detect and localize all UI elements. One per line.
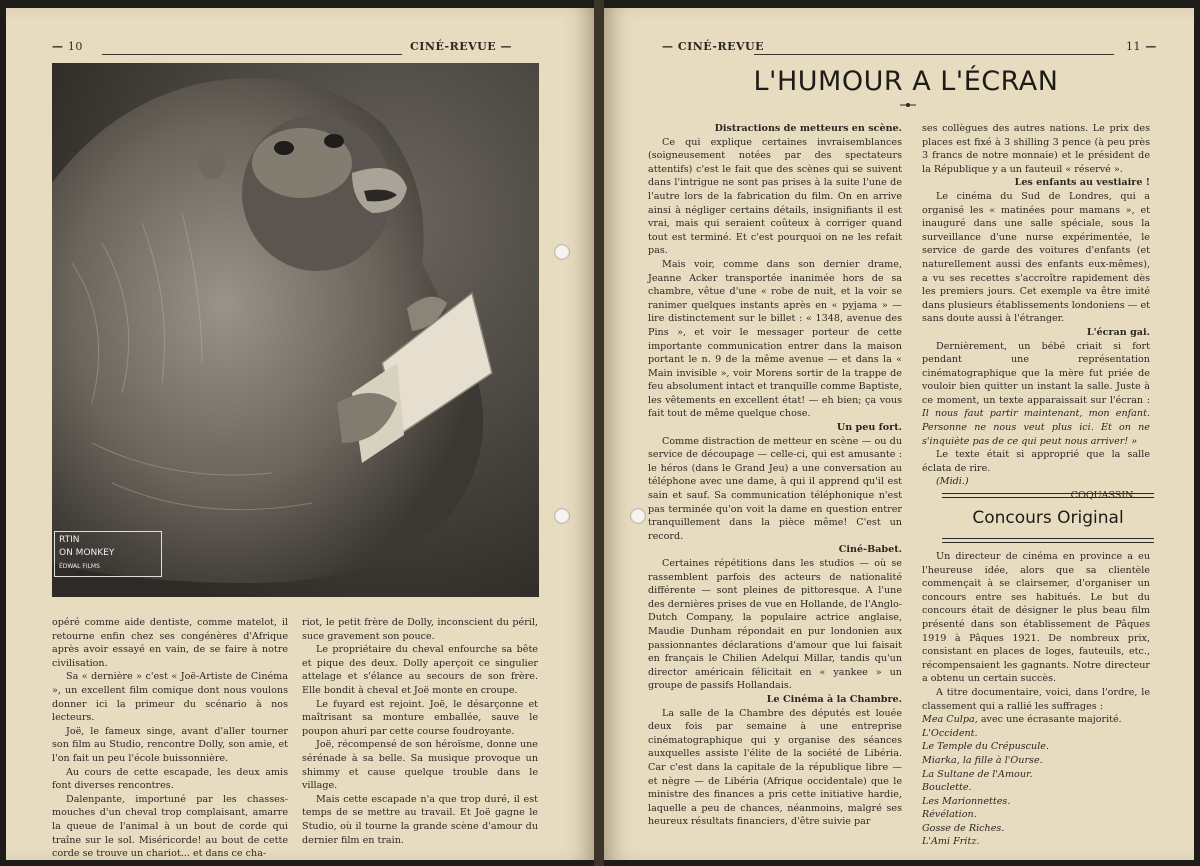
film-credit-stamp: RTIN ON MONKEY ÉDWAL FILMS <box>54 531 162 577</box>
binding-hole <box>554 508 570 524</box>
film-ranking-list <box>922 727 1150 849</box>
page-number-right: 11 — <box>1126 40 1157 53</box>
list-item: Bouclette. <box>922 782 972 794</box>
article-signature: COQUASSIN. <box>1070 490 1136 502</box>
running-header-right: — CINÉ-REVUE <box>662 40 764 53</box>
left-column-2: riot, le petit frère de Dolly, inconscient du péril, suce gravement son pouce. Le propriétaire du cheval enfourche sa bête et pique des deux. Dolly aperçoit ce singulier attelage et s'élance au secours de son frère. Elle bondit à cheval et Joë monte en croupe. Le fuyard est rejoint. Joë, le désarçonne et maîtrisant sa monture emballée, sauve le poupon ahuri par cette course foudroyante. Joë, récompensé de son héroïsme, donne une sérénade à sa belle. Sa musique provoque un shimmy et cause quelque trouble dans le village. Mais cette escapade n'a que trop duré, il est temps de se mettre au travail. Et Joë gagne le Studio, où il tourne la grande scène d'amour du dernier film en train. <box>302 617 538 846</box>
page-number-left: — 10 <box>52 40 83 53</box>
header-rule <box>102 54 402 55</box>
binding-hole <box>630 508 646 524</box>
list-item: La Sultane de l'Amour. <box>922 768 1033 780</box>
humour-column-1: Distractions de metteurs en scène. Ce qui explique certaines invraisemblances (soigneusement notées par des spectateurs attentifs) c'est le fait que des scènes qui se suivent dans l'intrigue ne sont pas prises à la suite l'une de l'autre lors de la fabrication du film. On en arrive ainsi à négliger certains détails, insignifiants il est vrai, mais qui seraient coûteux à corriger quand tout est terminé. Et c'est pourquoi on ne les refait pas. Mais voir, comme dans son dernier drame, Jeanne Acker transportée inanimée hors de sa chambre, vêtue d'une « robe de nuit, et la voir se ranimer quelques instants après en « pyjama » — lire distinctement sur le billet : « 1348, avenue des Pins », et voir le messager porteur de cette importante communication entrer dans la maison portant le n. 9 de la même avenue — et dans la « Main invisible », voir Morens sortir de la trappe de feu absolument intact et tranquille comme Baptiste, les vêtements en excellent état! — eh bien; ça vous fait tout de même quelque chose. Un peu fort. Comme distraction de metteur en scène — ou du service de découpage — celle-ci, qui est amusante : le héros (dans le Grand Jeu) a une conversation au téléphone avec une dame, à qui il apprend qu'il est sain et sauf. Sa communication téléphonique n'est pas terminée qu'on voit la dame en question entrer tranquillement dans la pièce même! C'est un record. Ciné-Babet. Certaines répétitions dans les studios — où se rassemblent parfois des acteurs de nationalité différente — sont pleines de pittoresque. A l'une des dernières prises de vue en Hollande, de l'Anglo-Dutch Company, la populaire actrice anglaise, Maudie Dunham répondait en pur londonien aux passionnantes déclarations d'amour que lui faisait en français le Chilien Adelqui Millar, tandis qu'un director américain félicitait en « yankee » un groupe de passifs Hollandais. Le Cinéma à la Chambre. La salle de la Chambre des députés est louée deux fois par semaine à une entreprise cinématographique qui y organise des séances auxquelles assiste l'élite de la société de Libéria. Car c'est dans la capitale de la république libre — et nègre — de Libéria (Afrique occidentale) que le ministre des finances a pris cette initiative hardie, laquelle a peu de chances, néanmoins, malgré ses heureux résultats financiers, d'être suivie par <box>648 123 902 828</box>
header-rule <box>754 54 1114 55</box>
concours-title: Concours Original <box>972 508 1124 528</box>
list-item: Le Temple du Crépuscule. <box>922 741 1050 753</box>
orangutan-illustration <box>52 63 539 597</box>
section-rule <box>942 538 1154 543</box>
article-title: L'HUMOUR A L'ÉCRAN <box>753 66 1059 97</box>
left-page <box>6 8 594 860</box>
list-item: Gosse de Riches. <box>922 822 1005 834</box>
binding-hole <box>554 244 570 260</box>
list-item: L'Occident. <box>922 727 978 739</box>
title-ornament <box>900 102 916 108</box>
list-item: Révélation. <box>922 809 977 821</box>
section-rule <box>942 493 1154 498</box>
list-item: Les Marionnettes. <box>922 795 1011 807</box>
concours-column: Un directeur de cinéma en province a eu l'heureuse idée, alors que sa clientèle commençait à se clairsemer, d'organiser un concours entre ses habitués. Le but du concours était de désigner le plus beau film présenté dans son établissement de Pâques 1919 à Pâques 1921. De nombreux prix, consistant en places de loges, fauteuils, etc., récompensaient les gagnants. Notre directeur a obtenu un certain succès. A titre documentaire, voici, dans l'ordre, le classement qui a rallié les suffrages : Mea Culpa, avec une écrasante majorité. L'Occident. Le Temple du Crépuscule. Miarka, la fille à l'Ourse. La Sultane de l'Amour. Bouclette. Les Marionnettes. Révélation. Gosse de Riches. L'Ami Fritz. <box>922 551 1150 848</box>
left-column-1: opéré comme aide dentiste, comme matelot, il retourne enfin chez ses congénères d'Afrique après avoir essayé en vain, de se faire à notre civilisation. Sa « dernière » c'est « Joë-Artiste de Cinéma », un excellent film comique dont nous voulons donner ici la primeur du scénario à nos lecteurs. Joë, le fameux singe, avant d'aller tourner son film au Studio, rencontre Dolly, son amie, et l'on fait un peu l'école buissonnière. Au cours de cette escapade, les deux amis font diverses rencontres. Dalenpante, importuné par les chasses-mouches d'un cheval trop complaisant, amarre la queue de l'animal à un bout de corde qui traîne sur le sol. Miséricorde! au bout de cette corde se trouve un chariot... et dans ce cha- <box>52 617 288 860</box>
right-page <box>604 8 1194 860</box>
list-item: L'Ami Fritz. <box>922 836 980 848</box>
running-header-left: CINÉ-REVUE — <box>410 40 512 53</box>
orangutan-photo <box>52 63 539 597</box>
list-item: Miarka, la fille à l'Ourse. <box>922 754 1043 766</box>
humour-column-2: ses collègues des autres nations. Le prix des places est fixé à 3 shilling 3 pence (à peu près 3 francs de notre monnaie) et le président de la République y a un fauteuil « réservé ». Les enfants au vestiaire ! Le cinéma du Sud de Londres, qui a organisé les « matinées pour mamans », et inauguré dans une salle spéciale, sous la surveillance d'une nurse expérimentée, le service de garde des voitures d'enfants (et naturellement aussi des enfants eux-mêmes), a vu ses recettes s'accroître rapidement dès les premiers jours. Cet exemple va être imité dans plusieurs établissements londoniens — et sans doute aussi à l'étranger. L'écran gai. Dernièrement, un bébé criait si fort pendant une représentation cinématographique que la mère fut priée de vouloir bien quitter un instant la salle. Juste à ce moment, un texte apparaissait sur l'écran : Il nous faut partir maintenant, mon enfant. Personne ne nous veut plus ici. Et on ne s'inquiète pas de ce qui peut nous arriver! » Le texte était si approprié que la salle éclata de rire. (Midi.) COQUASSIN. <box>922 123 1150 502</box>
spine-gutter <box>594 0 604 866</box>
